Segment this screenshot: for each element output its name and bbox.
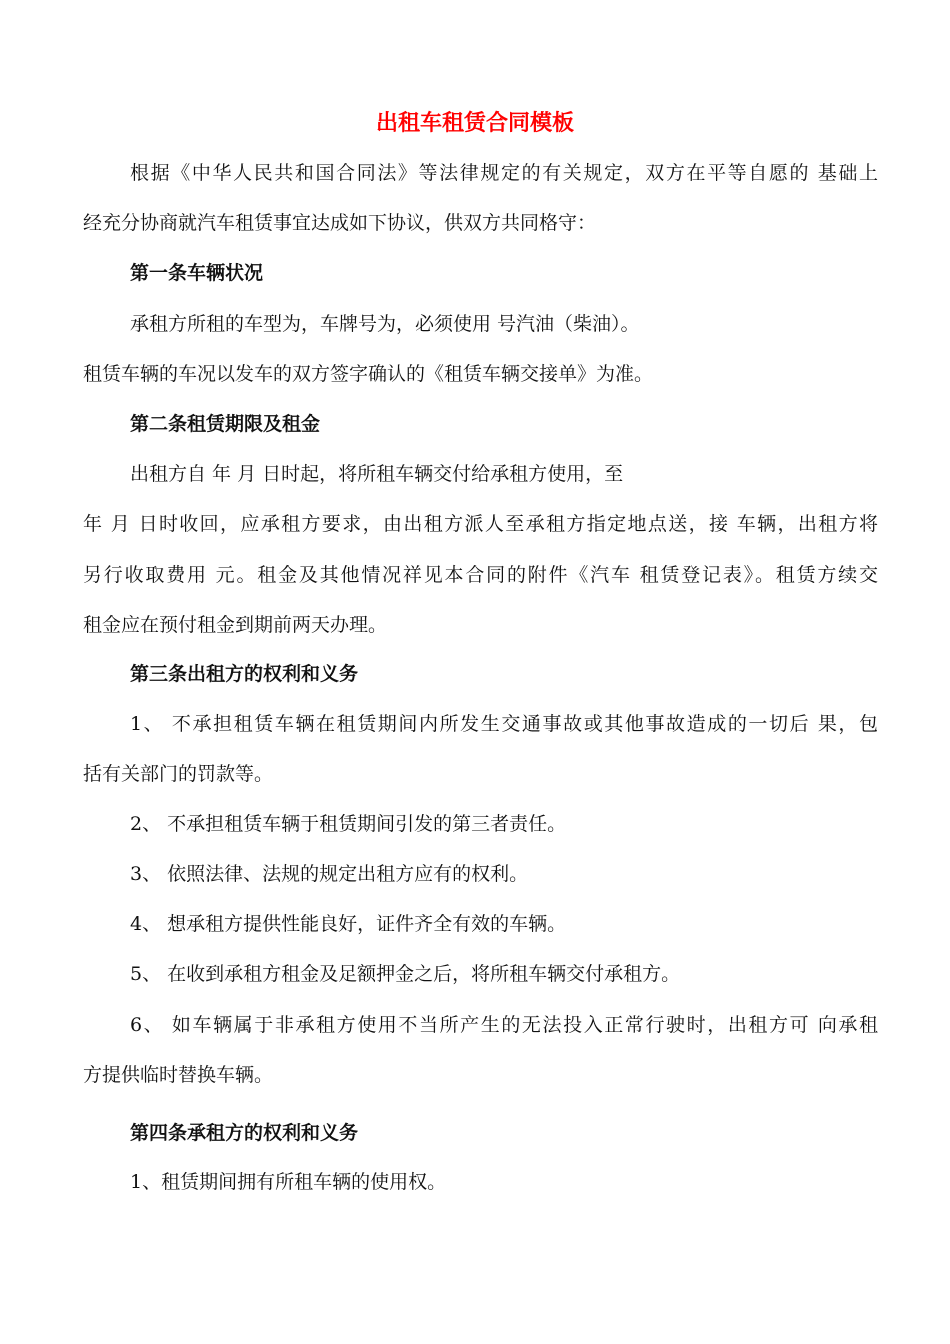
article-3-item-4: 4、 想承租方提供性能良好，证件齐全有效的车辆。 bbox=[130, 913, 567, 935]
article-3-item-6-line-2: 方提供临时替换车辆。 bbox=[83, 1064, 274, 1086]
article-1-line-1: 承租方所租的车型为，车牌号为，必须使用 号汽油（柴油）。 bbox=[130, 313, 640, 335]
article-3-item-2: 2、 不承担租赁车辆于租赁期间引发的第三者责任。 bbox=[130, 813, 567, 835]
article-4-item-1: 1、租赁期间拥有所租车辆的使用权。 bbox=[130, 1171, 447, 1193]
article-2-line-1: 出租方自 年 月 日时起，将所租车辆交付给承租方使用，至 bbox=[130, 463, 624, 485]
article-3-item-6-line-1: 6、 如车辆属于非承租方使用不当所产生的无法投入正常行驶时，出租方可 向承租 bbox=[130, 1014, 878, 1036]
article-3-item-5: 5、 在收到承租方租金及足额押金之后，将所租车辆交付承租方。 bbox=[130, 963, 681, 985]
article-3-item-1-line-2: 括有关部门的罚款等。 bbox=[83, 763, 274, 785]
intro-line-2: 经充分协商就汽车租赁事宜达成如下协议，供双方共同格守： bbox=[83, 212, 597, 234]
article-2-line-2: 年 月 日时收回，应承租方要求，由出租方派人至承租方指定地点送，接 车辆，出租方将 bbox=[83, 513, 878, 535]
intro-line-1: 根据《中华人民共和国合同法》等法律规定的有关规定，双方在平等自愿的 基础上 bbox=[130, 162, 878, 184]
article-1-heading: 第一条车辆状况 bbox=[130, 262, 264, 284]
article-1-line-2: 租赁车辆的车况以发车的双方签字确认的《租赁车辆交接单》为准。 bbox=[83, 363, 654, 385]
document-title: 出租车租赁合同模板 bbox=[375, 111, 574, 136]
article-3-item-3: 3、 依照法律、法规的规定出租方应有的权利。 bbox=[130, 863, 529, 885]
article-4-heading: 第四条承租方的权利和义务 bbox=[130, 1122, 359, 1144]
article-2-line-3: 另行收取费用 元。租金及其他情况祥见本合同的附件《汽车 租赁登记表》。租赁方续交 bbox=[83, 564, 878, 586]
article-3-heading: 第三条出租方的权利和义务 bbox=[130, 663, 359, 685]
article-2-heading: 第二条租赁期限及租金 bbox=[130, 413, 321, 435]
article-2-line-4: 租金应在预付租金到期前两天办理。 bbox=[83, 614, 388, 636]
article-3-item-1-line-1: 1、 不承担租赁车辆在租赁期间内所发生交通事故或其他事故造成的一切后 果，包 bbox=[130, 713, 878, 735]
